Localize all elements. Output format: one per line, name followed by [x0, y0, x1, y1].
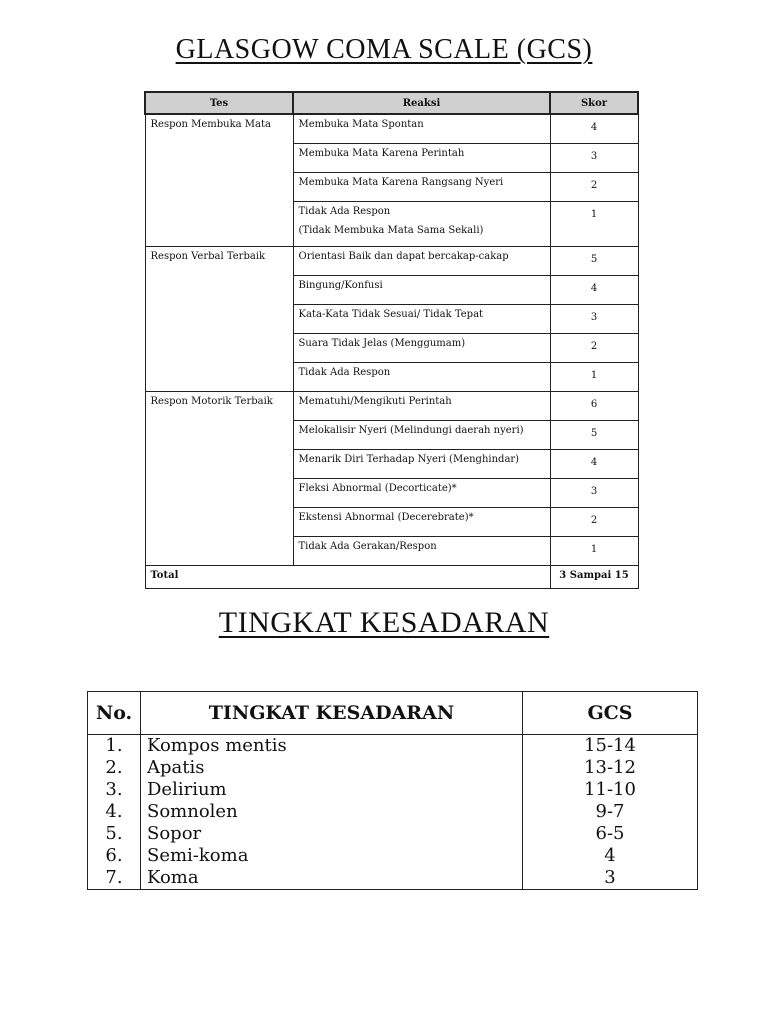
no-cell: 4.: [88, 801, 141, 823]
header-no: No.: [88, 692, 141, 735]
reaksi-cell: Membuka Mata Karena Perintah: [293, 144, 550, 173]
tes-cell: Respon Membuka Mata: [145, 114, 293, 247]
skor-cell: 2: [550, 173, 638, 202]
reaksi-cell: Melokalisir Nyeri (Melindungi daerah nyeri): [293, 421, 550, 450]
level-cell: Koma: [141, 867, 523, 890]
reaksi-cell: Fleksi Abnormal (Decorticate)*: [293, 479, 550, 508]
skor-cell: 5: [550, 247, 638, 276]
level-cell: Sopor: [141, 823, 523, 845]
skor-cell: 2: [550, 334, 638, 363]
total-skor: 3 Sampai 15: [550, 566, 638, 589]
reaksi-cell: Tidak Ada Respon: [293, 363, 550, 392]
reaksi-cell: Mematuhi/Mengikuti Perintah: [293, 392, 550, 421]
reaksi-cell: Suara Tidak Jelas (Menggumam): [293, 334, 550, 363]
header-gcs: GCS: [523, 692, 698, 735]
no-cell: 5.: [88, 823, 141, 845]
header-skor: Skor: [550, 92, 638, 114]
skor-cell: 6: [550, 392, 638, 421]
reaksi-cell: Kata-Kata Tidak Sesuai/ Tidak Tepat: [293, 305, 550, 334]
header-level: TINGKAT KESADARAN: [141, 692, 523, 735]
reaksi-cell: [293, 202, 550, 247]
skor-cell: 1: [550, 363, 638, 392]
header-reaksi: Reaksi: [293, 92, 550, 114]
table-row: [145, 114, 638, 144]
gcs-header-row: [145, 92, 638, 114]
skor-cell: 1: [550, 202, 638, 247]
tes-cell: Respon Verbal Terbaik: [145, 247, 293, 392]
skor-cell: 5: [550, 421, 638, 450]
table-row: [145, 247, 638, 276]
skor-cell: 4: [550, 276, 638, 305]
table-row: [88, 779, 698, 801]
table-row: [88, 845, 698, 867]
gcs-cell: 15-14: [523, 735, 698, 758]
gcs-cell: 13-12: [523, 757, 698, 779]
total-row: [145, 566, 638, 589]
reaksi-cell: Ekstensi Abnormal (Decerebrate)*: [293, 508, 550, 537]
level-cell: Somnolen: [141, 801, 523, 823]
reaksi-cell: Menarik Diri Terhadap Nyeri (Menghindar): [293, 450, 550, 479]
no-cell: 7.: [88, 867, 141, 890]
reaksi-cell: Membuka Mata Karena Rangsang Nyeri: [293, 173, 550, 202]
level-cell: Delirium: [141, 779, 523, 801]
no-cell: 6.: [88, 845, 141, 867]
reaksi-cell: Bingung/Konfusi: [293, 276, 550, 305]
skor-cell: 2: [550, 508, 638, 537]
skor-cell: 3: [550, 144, 638, 173]
no-cell: 1.: [88, 735, 141, 758]
gcs-cell: 11-10: [523, 779, 698, 801]
table-row: [88, 823, 698, 845]
tingkat-kesadaran-table: [87, 691, 698, 890]
gcs-title: GLASGOW COMA SCALE (GCS): [175, 34, 593, 65]
total-label: Total: [145, 566, 293, 589]
skor-cell: 4: [550, 114, 638, 144]
reaksi-cell: Tidak Ada Gerakan/Respon: [293, 537, 550, 566]
table-row: [88, 757, 698, 779]
tes-cell: Respon Motorik Terbaik: [145, 392, 293, 566]
skor-cell: 3: [550, 479, 638, 508]
table-row: [88, 801, 698, 823]
header-tes: Tes: [145, 92, 293, 114]
table-row: [88, 867, 698, 890]
no-cell: 2.: [88, 757, 141, 779]
skor-cell: 3: [550, 305, 638, 334]
tk-header-row: [88, 692, 698, 735]
gcs-cell: 3: [523, 867, 698, 890]
level-cell: Apatis: [141, 757, 523, 779]
gcs-cell: 4: [523, 845, 698, 867]
reaksi-line-note: (Tidak Membuka Mata Sama Sekali): [298, 225, 484, 236]
no-cell: 3.: [88, 779, 141, 801]
tingkat-kesadaran-title: TINGKAT KESADARAN: [218, 606, 550, 639]
table-row: [88, 735, 698, 758]
total-gap: [293, 566, 550, 589]
gcs-cell: 9-7: [523, 801, 698, 823]
reaksi-cell: Membuka Mata Spontan: [293, 114, 550, 144]
skor-cell: 1: [550, 537, 638, 566]
skor-cell: 4: [550, 450, 638, 479]
table-row: [145, 392, 638, 421]
level-cell: Semi-koma: [141, 845, 523, 867]
gcs-table: [144, 91, 639, 589]
reaksi-cell: Orientasi Baik dan dapat bercakap-cakap: [293, 247, 550, 276]
reaksi-line: Tidak Ada Respon: [298, 206, 391, 217]
level-cell: Kompos mentis: [141, 735, 523, 758]
gcs-cell: 6-5: [523, 823, 698, 845]
